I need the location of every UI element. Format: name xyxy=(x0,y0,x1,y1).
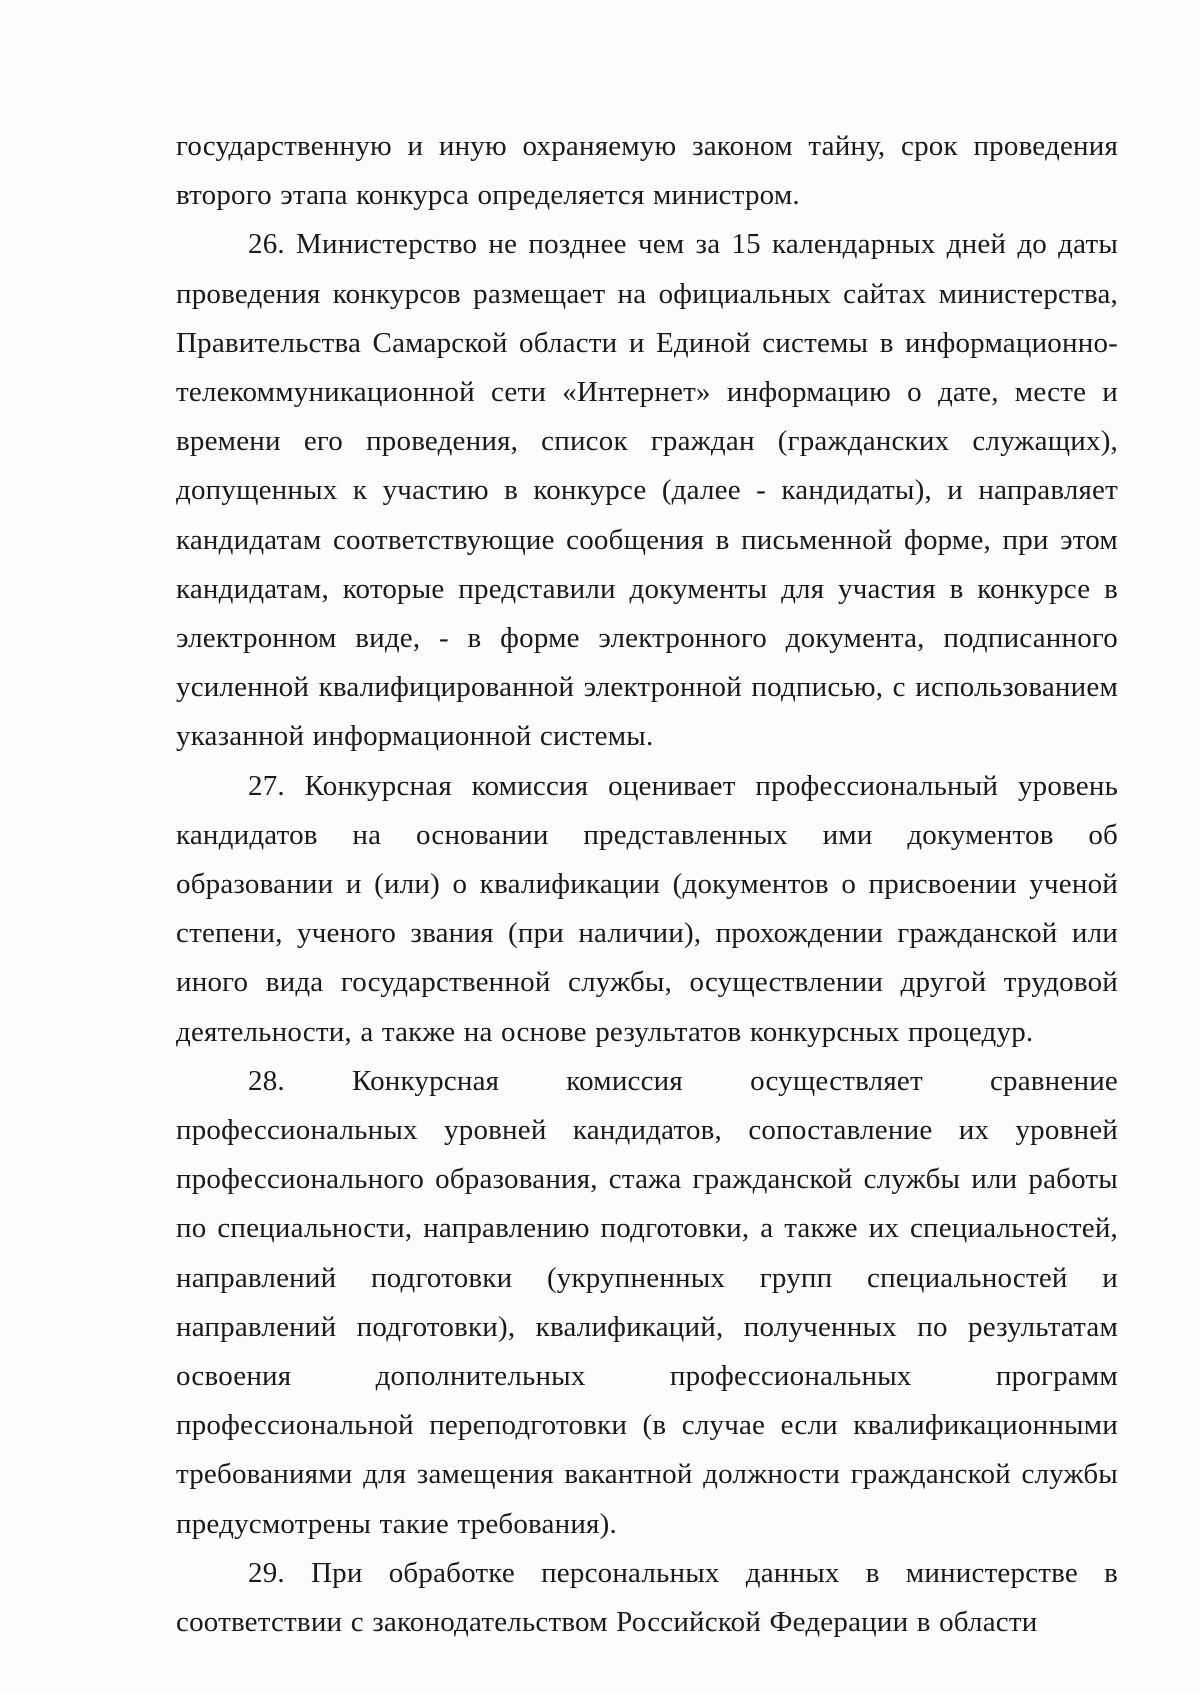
paragraph-29: 29. При обработке персональных данных в министерстве в соответствии с законодательством Российской Федерации в области xyxy=(176,1556,1118,1639)
document-body xyxy=(176,122,1118,1647)
paragraph-27: 27. Конкурсная комиссия оценивает профессиональный уровень кандидатов на основании представленных ими документов об образовании и (или) о квалификации (документов о присвоении ученой степени, ученого звания (при наличии), прохождении гражданской или иного вида государственной службы, осуществлении другой трудовой деятельности, а также на основе результатов конкурсных процедур. xyxy=(176,769,1118,1048)
paragraph-continuation: государственную и иную охраняемую законом тайну, срок проведения второго этапа конкурса определяется министром. xyxy=(176,130,1118,212)
paragraph-28: 28. Конкурсная комиссия осуществляет сравнение профессиональных уровней кандидатов, сопоставление их уровней профессионального образования, стажа гражданской службы или работы по специальности, направлению подготовки, а также их специальностей, направлений подготовки (укрупненных групп специальностей и направлений подготовки), квалификаций, полученных по результатам освоения дополнительных профессиональных программ профессиональной переподготовки (в случае если квалификационными требованиями для замещения вакантной должности гражданской службы предусмотрены такие требования). xyxy=(176,1064,1118,1540)
paragraph-26: 26. Министерство не позднее чем за 15 календарных дней до даты проведения конкурсов размещает на официальных сайтах министерства, Правительства Самарской области и Единой системы в информационно-телекоммуникационной сети «Интернет» информацию о дате, месте и времени его проведения, список граждан (гражданских служащих), допущенных к участию в конкурсе (далее - кандидаты), и направляет кандидатам соответствующие сообщения в письменной форме, при этом кандидатам, которые представили документы для участия в конкурсе в электронном виде, - в форме электронного документа, подписанного усиленной квалифицированной электронной подписью, с использованием указанной информационной системы. xyxy=(176,228,1118,753)
